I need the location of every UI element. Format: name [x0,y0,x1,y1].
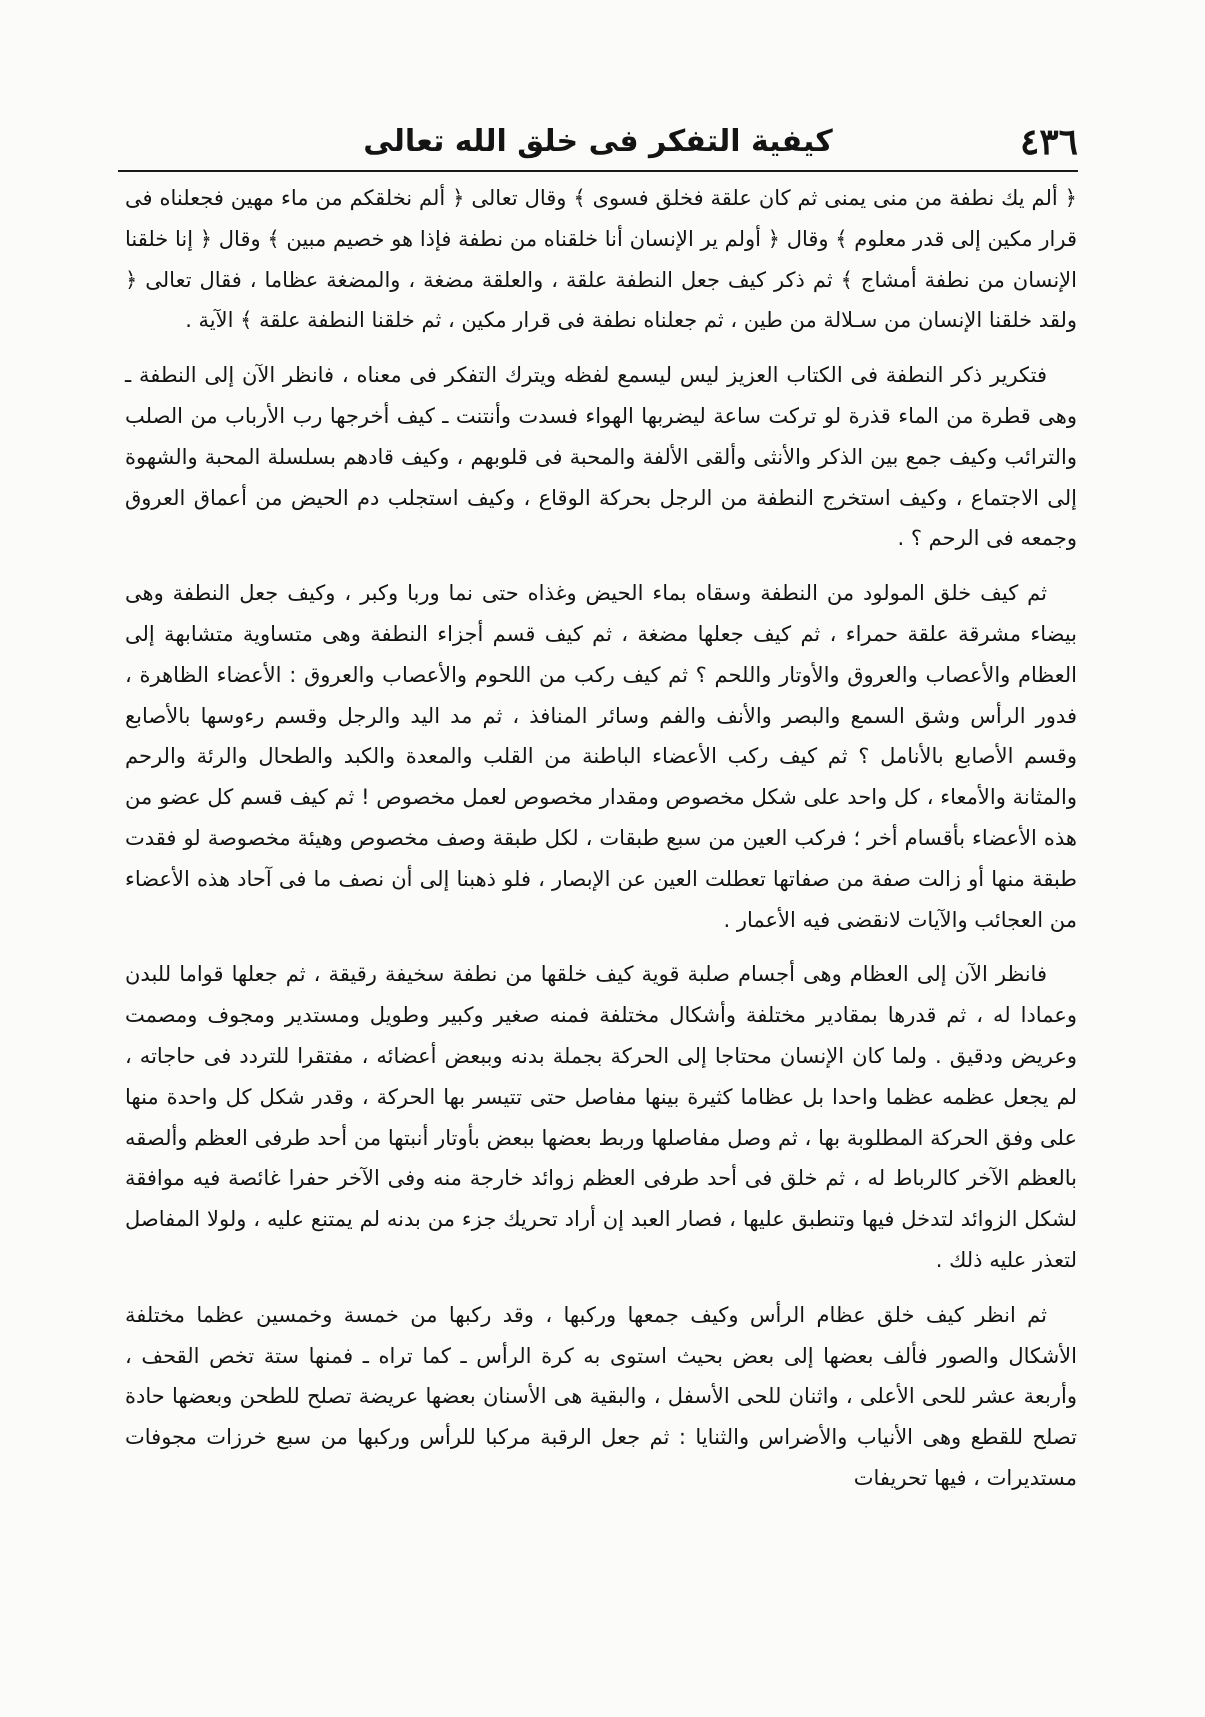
paragraph-quran-verses: ﴿ ألم يك نطفة من منى يمنى ثم كان علقة فخلق فسوى ﴾ وقال تعالى ﴿ ألم نخلقكم من ماء مهين فجعلناه فى قرار مكين إلى قدر معلوم ﴾ وقال ﴿ أولم ير الإنسان أنا خلقناه من نطفة فإذا هو خصيم مبين ﴾ وقال ﴿ إنا خلقنا الإنسان من نطفة أمشاج ﴾ ثم ذكر كيف جعل النطفة علقة ، والعلقة مضغة ، والمضغة عظاما ، فقال تعالى ﴿ ولقد خلقنا الإنسان من سـلالة من طين ، ثم جعلناه نطفة فى قرار مكين ، ثم خلقنا النطفة علقة ﴾ الآية . [125,186,1077,333]
page-header [118,118,1078,178]
running-title: كيفية التفكر فى خلق الله تعالى [363,124,833,159]
paragraph-skull: ثم انظر كيف خلق عظام الرأس وكيف جمعها وركبها ، وقد ركبها من خمسة وخمسين عظما مختلفة الأشكال والصور فألف بعضها إلى بعض بحيث استوى به كرة الرأس ـ كما تراه ـ فمنها ستة تخص القحف ، وأربعة عشر للحى الأعلى ، واثنان للحى الأسفل ، والبقية هى الأسنان بعضها عريضة تصلح للطحن وبعضها حادة تصلح للقطع وهى الأنياب والأضراس والثنايا : ثم جعل الرقبة مركبا للرأس وركبها من سبع خرزات مجوفات مستديرات ، فيها تحريفات [125,1302,1077,1490]
paragraph-nutfa: فتكرير ذكر النطفة فى الكتاب العزيز ليس ليسمع لفظه ويترك التفكر فى معناه ، فانظر الآن إلى النطفة ـ وهى قطرة من الماء قذرة لو تركت ساعة ليضربها الهواء فسدت وأنتنت ـ كيف أخرجها رب الأرباب من الصلب والترائب وكيف جمع بين الذكر والأنثى وألقى الألفة والمحبة فى قلوبهم ، وكيف قادهم بسلسلة المحبة والشهوة إلى الاجتماع ، وكيف استخرج النطفة من الرجل بحركة الوقاع ، وكيف استجلب دم الحيض من أعماق العروق وجمعه فى الرحم ؟ . [125,363,1077,551]
page-body [125,178,1077,1499]
page-number: ٤٣٦ [1019,121,1078,163]
paragraph-bones: فانظر الآن إلى العظام وهى أجسام صلبة قوية كيف خلقها من نطفة سخيفة رقيقة ، ثم جعلها قواما للبدن وعمادا له ، ثم قدرها بمقادير مختلفة وأشكال مختلفة فمنه صغير وكبير وطويل ومستدير ومجوف ومصمت وعريض ودقيق . ولما كان الإنسان محتاجا إلى الحركة بجملة بدنه وببعض أعضائه ، مفتقرا للتردد فى حاجاته ، لم يجعل عظمه عظما واحدا بل عظاما كثيرة بينها مفاصل حتى تتيسر بها الحركة ، وقدر شكل كل واحدة منها على وفق الحركة المطلوبة بها ، ثم وصل مفاصلها وربط بعضها ببعض بأوتار أنبتها من أحد طرفى العظم وألصقه بالعظم الآخر كالرباط له ، ثم خلق فى أحد طرفى العظم زوائد خارجة منه وفى الآخر حفرا غائصة فيه موافقة لشكل الزوائد لتدخل فيها وتنطبق عليها ، فصار العبد إن أراد تحريك جزء من بدنه لم يمتنع عليه ، ولولا المفاصل لتعذر عليه ذلك . [125,962,1077,1272]
header-rule [118,170,1078,172]
paragraph-organs: ثم كيف خلق المولود من النطفة وسقاه بماء الحيض وغذاه حتى نما وربا وكبر ، وكيف جعل النطفة وهى بيضاء مشرقة علقة حمراء ، ثم كيف جعلها مضغة ، ثم كيف قسم أجزاء النطفة وهى متساوية متشابهة إلى العظام والأعصاب والعروق والأوتار واللحم ؟ ثم كيف ركب من اللحوم والأعصاب والعروق : الأعضاء الظاهرة ، فدور الرأس وشق السمع والبصر والأنف والفم وسائر المنافذ ، ثم مد اليد والرجل وقسم رءوسها بالأصابع وقسم الأصابع بالأنامل ؟ ثم كيف ركب الأعضاء الباطنة من القلب والمعدة والكبد والطحال والرئة والرحم والمثانة والأمعاء ، كل واحد على شكل مخصوص ومقدار مخصوص لعمل مخصوص ! ثم كيف قسم كل عضو من هذه الأعضاء بأقسام أخر ؛ فركب العين من سبع طبقات ، لكل طبقة وصف مخصوص وهيئة مخصوصة لو فقدت طبقة منها أو زالت صفة من صفاتها تعطلت العين عن الإبصار ، فلو ذهبنا إلى أن نصف ما فى آحاد هذه الأعضاء من العجائب والآيات لانقضى فيه الأعمار . [125,581,1077,932]
